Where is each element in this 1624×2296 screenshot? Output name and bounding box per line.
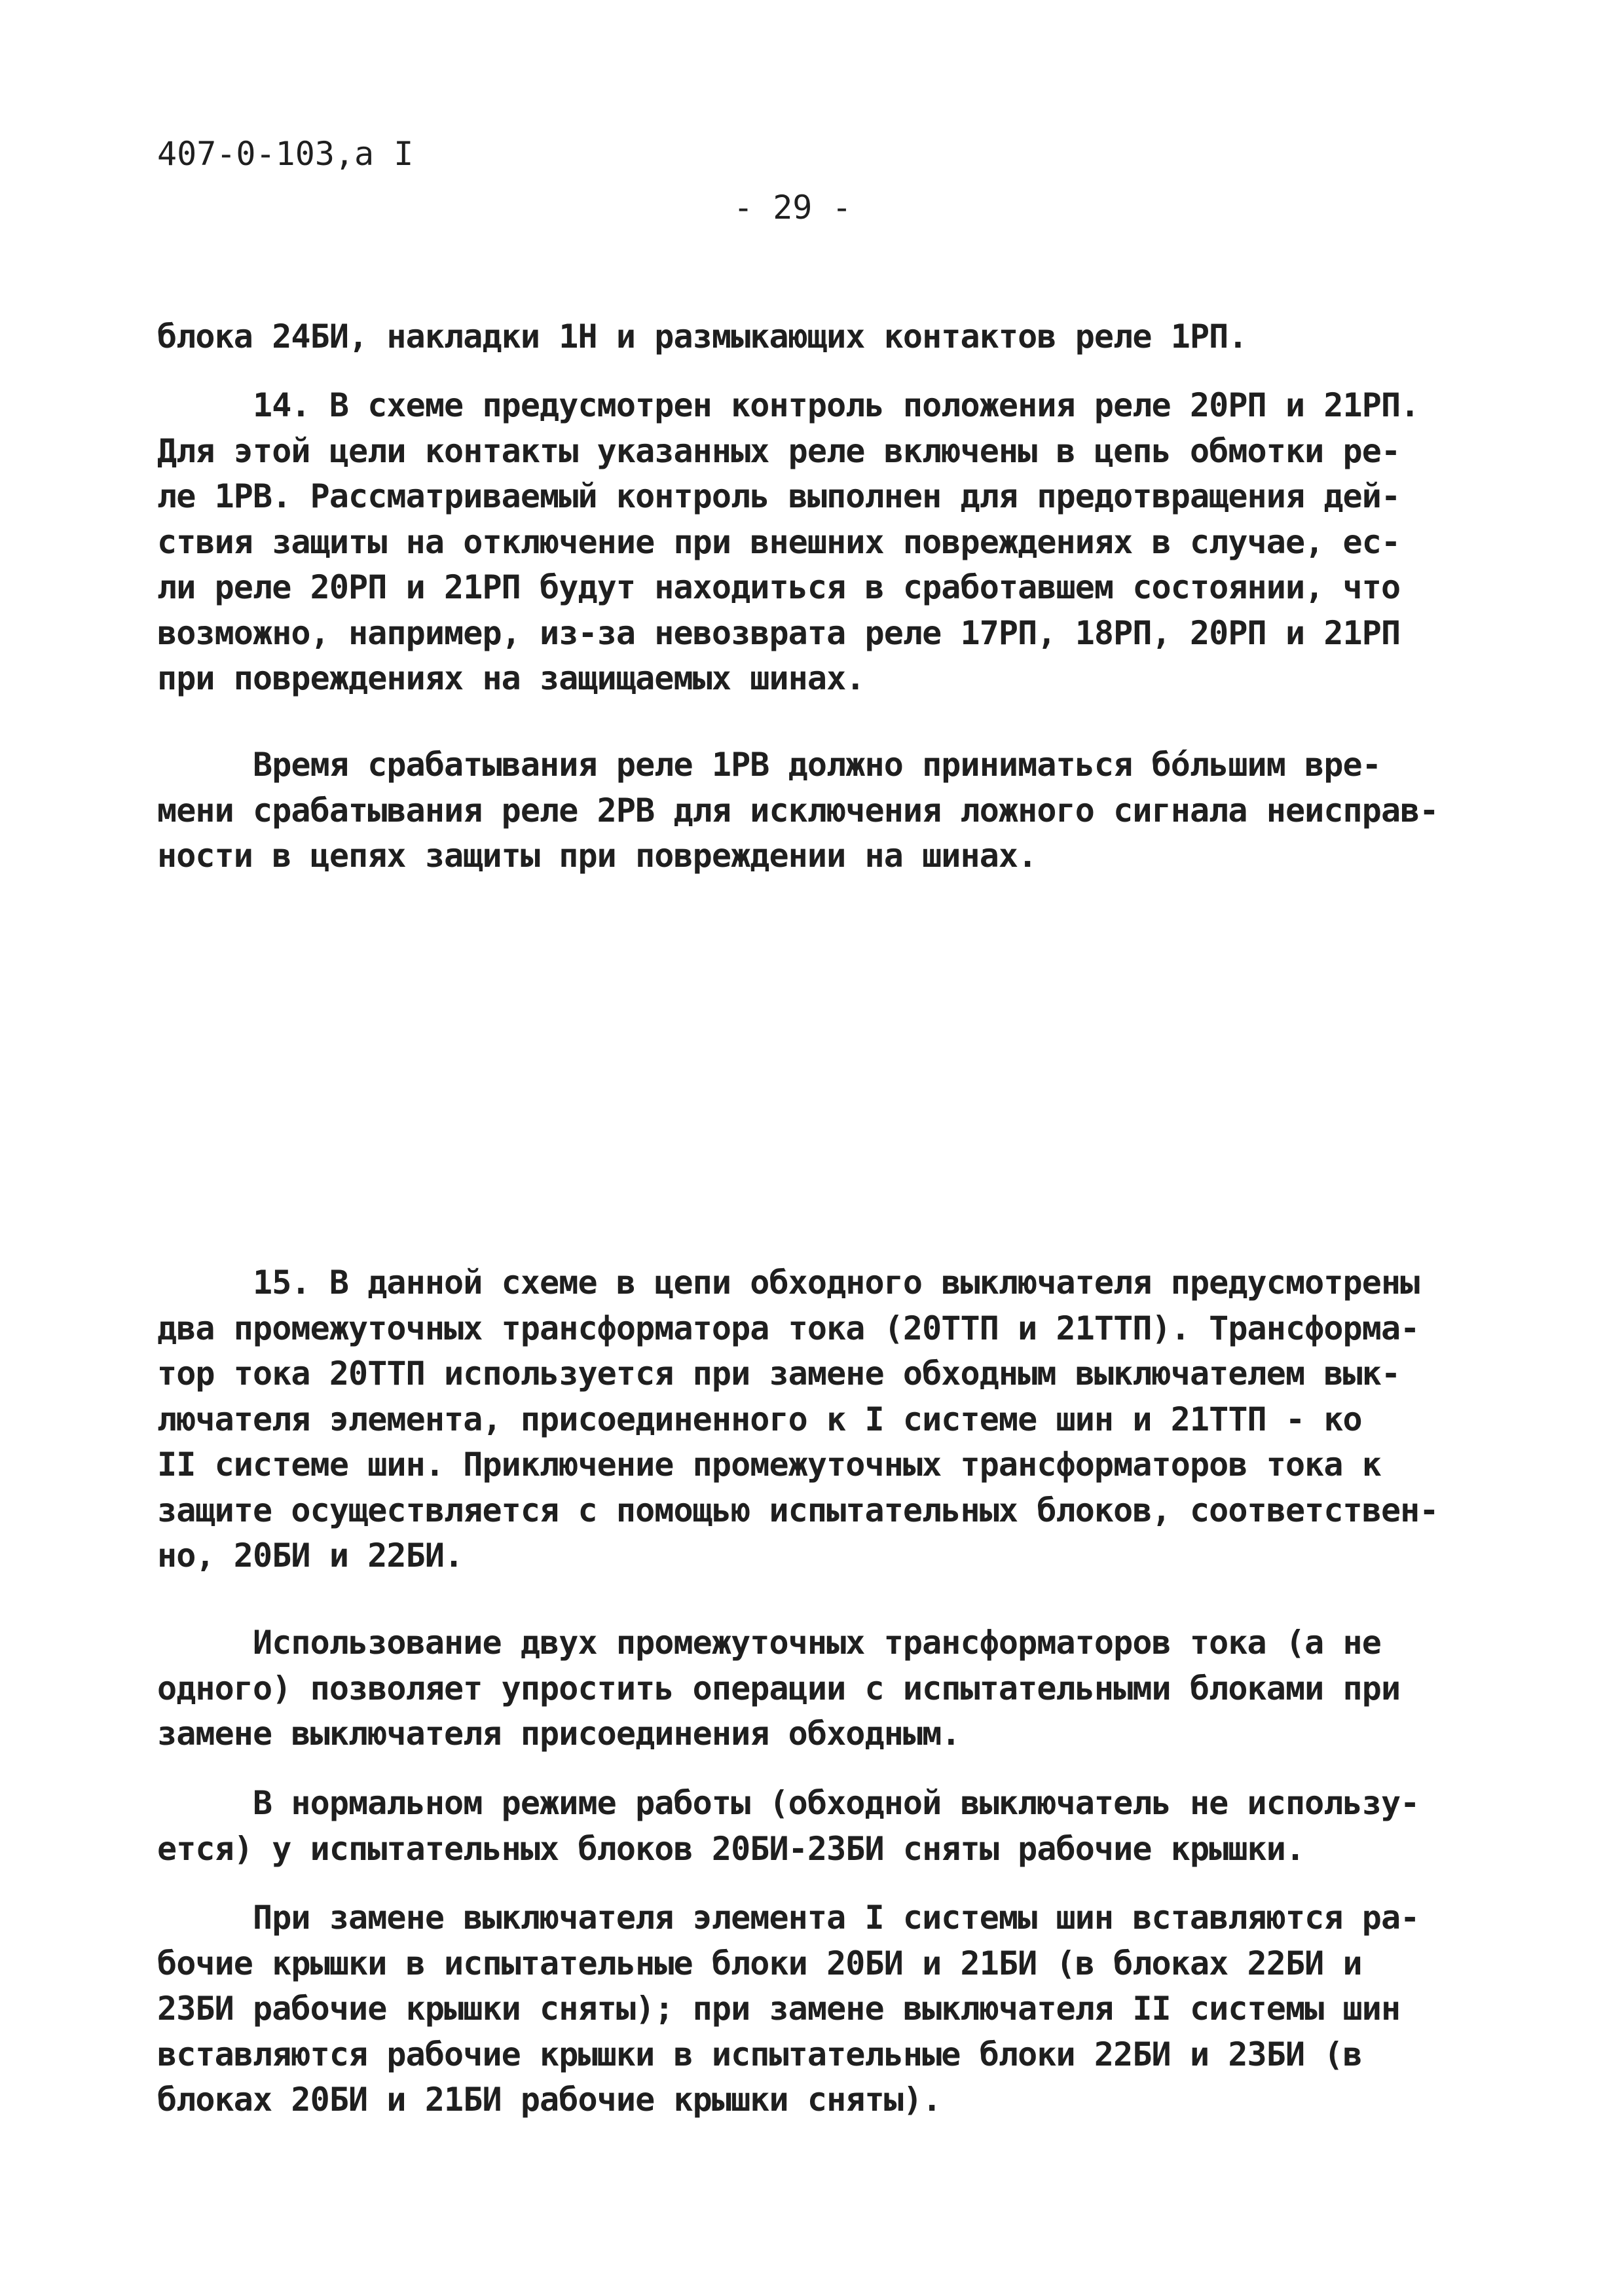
document-code: 407-0-103,а I (157, 135, 414, 173)
paragraph-14-note: Время срабатывания реле 1РВ должно приниматься бо́льшим вре- мени срабатывания реле 2РВ для исключения ложного сигнала неисправ- ности в цепях защиты при повреждении на шинах. (157, 746, 1439, 875)
paragraph-15-reason: Использование двух промежуточных трансформаторов тока (а не одного) позволяет упростить операции с испытательными блоками при замене выключателя присоединения обходным. (157, 1624, 1401, 1753)
paragraph-14: 14. В схеме предусмотрен контроль положения реле 20РП и 21РП. Для этой цели контакты указанных реле включены в цепь обмотки ре- ле 1РВ. Рассматриваемый контроль выполнен для предотвращения дей- ствия защиты на отключение при внешних повреждениях в случае, ес- ли реле 20РП и 21РП будут находиться в сработавшем состоянии, что возможно, например, из-за невозврата реле 17РП, 18РП, 20РП и 21РП при повреждениях на защищаемых шинах. (157, 386, 1420, 697)
paragraph-15: 15. В данной схеме в цепи обходного выключателя предусмотрены два промежуточных трансформатора тока (20ТТП и 21ТТП). Трансформа- тор тока 20ТТП используется при замене обходным выключателем вык- лючателя элемента, присоединенного к I системе шин и 21ТТП - ко II системе шин. Приключение промежуточных трансформаторов тока к защите осуществляется с помощью испытательных блоков, соответствен- но, 20БИ и 22БИ. (157, 1264, 1439, 1575)
paragraph-15-replacement: При замене выключателя элемента I системы шин вставляются ра- бочие крышки в испытательные блоки 20БИ и 21БИ (в блоках 22БИ и 23БИ рабочие крышки сняты); при замене выключателя II системы шин вставляются рабочие крышки в испытательные блоки 22БИ и 23БИ (в блоках 20БИ и 21БИ рабочие крышки сняты). (157, 1899, 1420, 2119)
page-number: - 29 - (733, 189, 852, 227)
paragraph-15-normal-mode (157, 1781, 1493, 1872)
continuation-line: блока 24БИ, накладки 1Н и размыкающих контактов реле 1РП. (157, 318, 1247, 355)
paragraph-15-normal-mode-text: В нормальном режиме работы (обходной выключатель не использу- ется) у испытательных блоков 20БИ-23БИ сняты рабочие крышки. (157, 1784, 1420, 1868)
